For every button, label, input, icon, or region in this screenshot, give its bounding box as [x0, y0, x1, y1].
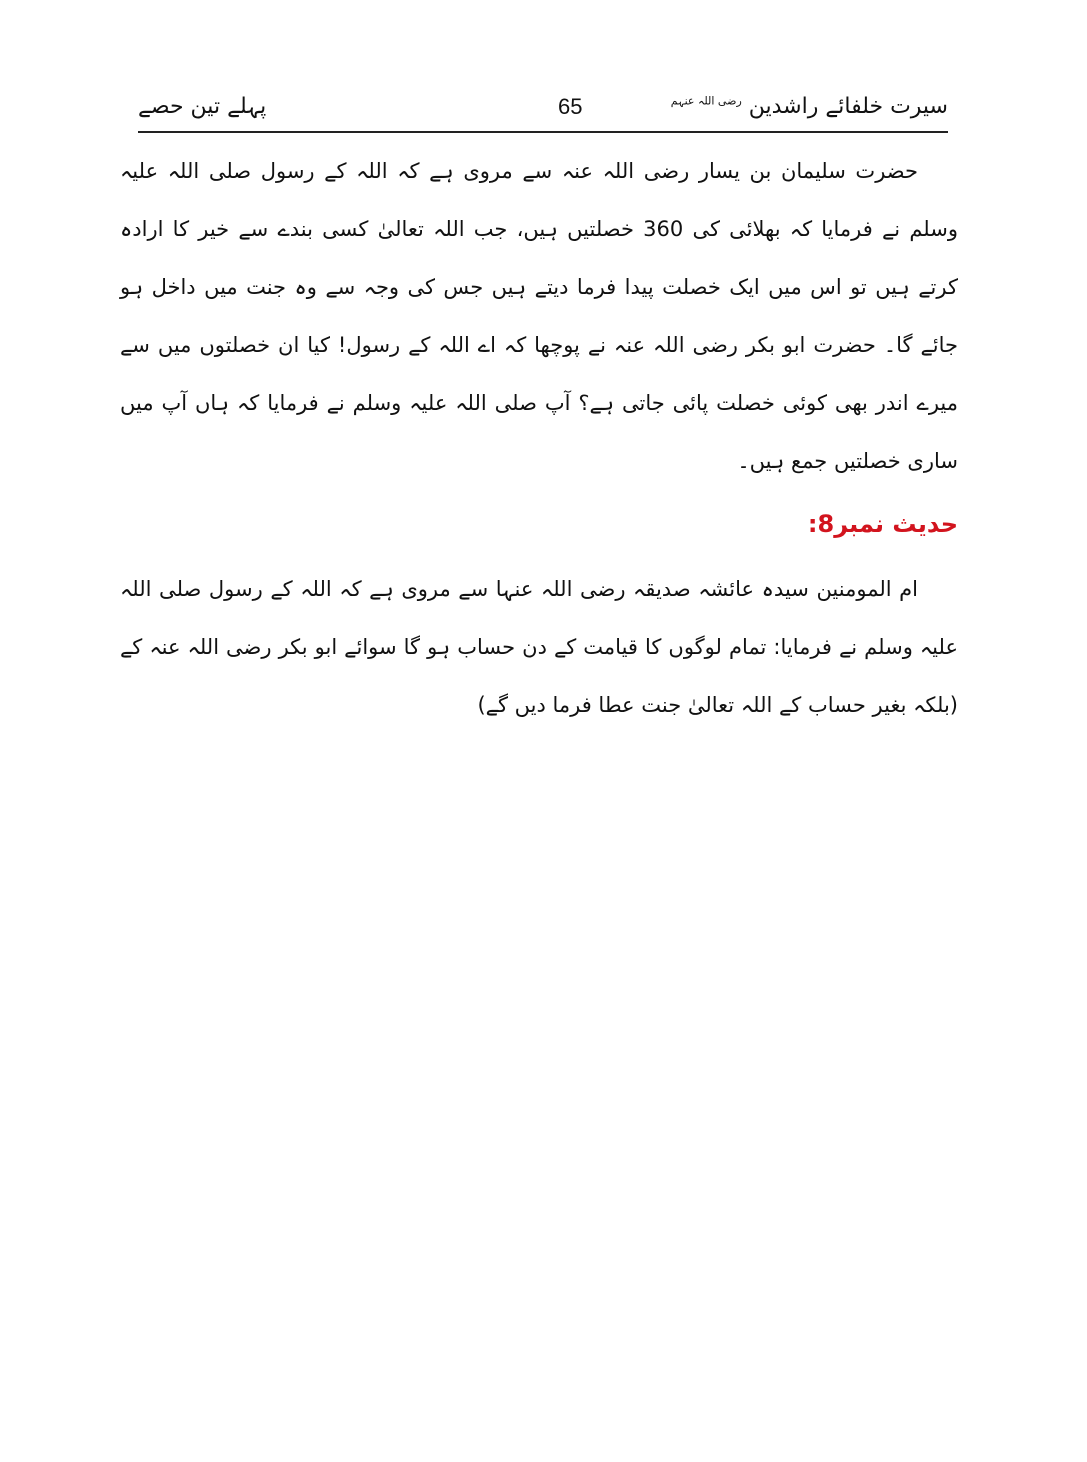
page-header — [138, 88, 948, 132]
honorific-mark: رضی اللہ عنہم — [670, 94, 742, 108]
book-title-text: سیرت خلفائے راشدین — [748, 94, 948, 119]
paragraph-hadith-8: ام المومنین سیدہ عائشہ صدیقہ رضی اللہ عنہا سے مروی ہے کہ اللہ کے رسول صلی اللہ علیہ وسلم نے فرمایا: تمام لوگوں کا قیامت کے دن حساب ہو گا سوائے ابو بکر رضی اللہ عنہ کے (بلکہ بغیر حساب کے اللہ تعالیٰ جنت عطا فرما دیں گے) — [120, 577, 958, 717]
page-number: 65 — [558, 94, 583, 119]
header-divider — [138, 131, 948, 133]
hadith-heading: حدیث نمبر8: — [807, 510, 958, 538]
page-content — [120, 142, 958, 734]
paragraph-hadith-7: حضرت سلیمان بن یسار رضی اللہ عنہ سے مروی ہے کہ اللہ کے رسول صلی اللہ علیہ وسلم نے فرمایا کہ بھلائی کی 360 خصلتیں ہیں، جب اللہ تعالیٰ کسی بندے سے خیر کا ارادہ کرتے ہیں تو اس میں ایک خصلت پیدا فرما دیتے ہیں جس کی وجہ سے وہ جنت میں داخل ہو جائے گا۔ حضرت ابو بکر رضی اللہ عنہ نے پوچھا کہ اے اللہ کے رسول! کیا ان خصلتوں میں سے میرے اندر بھی کوئی خصلت پائی جاتی ہے؟ آپ صلی اللہ علیہ وسلم نے فرمایا کہ ہاں آپ میں ساری خصلتیں جمع ہیں۔ — [120, 159, 958, 473]
book-title — [671, 94, 948, 119]
volume-label: پہلے تین حصے — [138, 94, 267, 119]
